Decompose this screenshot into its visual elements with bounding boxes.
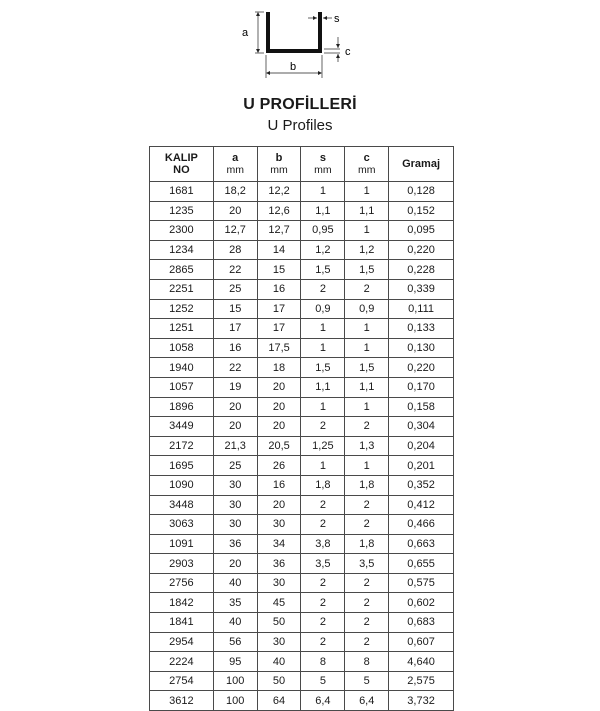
cell-c: 1,2 <box>345 240 389 260</box>
cell-a: 30 <box>213 515 257 535</box>
cell-c: 1,1 <box>345 201 389 221</box>
cell-a: 20 <box>213 417 257 437</box>
dimension-a-label: a <box>242 27 249 39</box>
table-row <box>150 573 454 593</box>
cell-gramaj: 0,352 <box>389 475 454 495</box>
cell-kalip-no: 3063 <box>150 515 214 535</box>
page-title: U PROFİLLERİ <box>243 96 357 113</box>
table-row <box>150 260 454 280</box>
cell-c: 1 <box>345 221 389 241</box>
table-row <box>150 299 454 319</box>
header-b-unit: mm <box>270 164 288 176</box>
cell-s: 1,5 <box>301 358 345 378</box>
header-b <box>257 147 301 182</box>
cell-c: 1,8 <box>345 534 389 554</box>
cell-b: 15 <box>257 260 301 280</box>
cell-b: 50 <box>257 613 301 633</box>
cell-b: 34 <box>257 534 301 554</box>
cell-s: 2 <box>301 593 345 613</box>
cell-s: 2 <box>301 573 345 593</box>
header-gramaj-label: Gramaj <box>402 158 441 170</box>
cell-kalip-no: 1841 <box>150 613 214 633</box>
cell-s: 1,1 <box>301 377 345 397</box>
cell-gramaj: 0,602 <box>389 593 454 613</box>
dimension-c <box>324 37 340 62</box>
cell-a: 25 <box>213 279 257 299</box>
cell-gramaj: 0,575 <box>389 573 454 593</box>
cell-kalip-no: 1234 <box>150 240 214 260</box>
cell-c: 1 <box>345 182 389 202</box>
cell-kalip-no: 3612 <box>150 691 214 711</box>
cell-gramaj: 0,152 <box>389 201 454 221</box>
cell-s: 3,8 <box>301 534 345 554</box>
cell-gramaj: 4,640 <box>389 652 454 672</box>
header-kalip-label: KALIP <box>164 152 198 164</box>
table-row <box>150 417 454 437</box>
cell-b: 30 <box>257 632 301 652</box>
table-row <box>150 377 454 397</box>
cell-b: 14 <box>257 240 301 260</box>
cell-b: 20,5 <box>257 436 301 456</box>
cell-c: 1,1 <box>345 377 389 397</box>
cell-b: 12,2 <box>257 182 301 202</box>
cell-b: 18 <box>257 358 301 378</box>
dimension-b-label: b <box>290 61 297 73</box>
header-a <box>213 147 257 182</box>
u-profiles-table <box>149 146 454 711</box>
cell-s: 1,5 <box>301 260 345 280</box>
cell-c: 6,4 <box>345 691 389 711</box>
table-header-row <box>150 147 454 182</box>
header-gramaj <box>389 147 454 182</box>
cell-s: 1 <box>301 338 345 358</box>
header-a-label: a <box>232 152 239 164</box>
cell-b: 20 <box>257 495 301 515</box>
cell-s: 1 <box>301 319 345 339</box>
header-b-label: b <box>275 152 283 164</box>
cell-kalip-no: 1235 <box>150 201 214 221</box>
cell-a: 22 <box>213 260 257 280</box>
cell-a: 20 <box>213 397 257 417</box>
cell-gramaj: 0,466 <box>389 515 454 535</box>
cell-a: 15 <box>213 299 257 319</box>
cell-b: 20 <box>257 417 301 437</box>
table-row <box>150 397 454 417</box>
cell-c: 2 <box>345 573 389 593</box>
cell-kalip-no: 2300 <box>150 221 214 241</box>
cell-gramaj: 0,412 <box>389 495 454 515</box>
cell-b: 20 <box>257 377 301 397</box>
cell-c: 2 <box>345 515 389 535</box>
header-no-label: NO <box>173 164 190 176</box>
cell-a: 21,3 <box>213 436 257 456</box>
cell-s: 1 <box>301 182 345 202</box>
cell-kalip-no: 3449 <box>150 417 214 437</box>
cell-a: 19 <box>213 377 257 397</box>
cell-c: 5 <box>345 671 389 691</box>
cell-c: 2 <box>345 417 389 437</box>
cell-a: 18,2 <box>213 182 257 202</box>
cell-kalip-no: 1251 <box>150 319 214 339</box>
cell-c: 2 <box>345 279 389 299</box>
cell-b: 26 <box>257 456 301 476</box>
table-row <box>150 456 454 476</box>
cell-gramaj: 0,201 <box>389 456 454 476</box>
cell-s: 2 <box>301 613 345 633</box>
header-c-label: c <box>363 152 370 164</box>
cell-s: 2 <box>301 632 345 652</box>
table-row <box>150 436 454 456</box>
cell-kalip-no: 1695 <box>150 456 214 476</box>
cell-s: 0,95 <box>301 221 345 241</box>
cell-kalip-no: 1057 <box>150 377 214 397</box>
cell-kalip-no: 3448 <box>150 495 214 515</box>
cell-a: 36 <box>213 534 257 554</box>
dimension-s-label: s <box>334 13 340 25</box>
cell-b: 20 <box>257 397 301 417</box>
cell-c: 2 <box>345 632 389 652</box>
table-row <box>150 671 454 691</box>
header-c-unit: mm <box>357 164 376 176</box>
dimension-c-label: c <box>345 46 351 58</box>
header-s-label: s <box>319 152 326 164</box>
table-body <box>150 182 454 711</box>
cell-s: 2 <box>301 495 345 515</box>
cell-gramaj: 0,220 <box>389 240 454 260</box>
cell-kalip-no: 2224 <box>150 652 214 672</box>
cell-a: 28 <box>213 240 257 260</box>
cell-s: 1,1 <box>301 201 345 221</box>
page-subtitle: U Profiles <box>267 117 333 134</box>
cell-kalip-no: 2754 <box>150 671 214 691</box>
table-row <box>150 691 454 711</box>
table-row <box>150 319 454 339</box>
cell-b: 16 <box>257 475 301 495</box>
cell-a: 16 <box>213 338 257 358</box>
cell-gramaj: 3,732 <box>389 691 454 711</box>
cell-kalip-no: 1681 <box>150 182 214 202</box>
cell-s: 3,5 <box>301 554 345 574</box>
cell-c: 1,5 <box>345 260 389 280</box>
cell-a: 17 <box>213 319 257 339</box>
table-row <box>150 632 454 652</box>
cell-c: 2 <box>345 593 389 613</box>
cell-gramaj: 0,607 <box>389 632 454 652</box>
table-row <box>150 534 454 554</box>
cell-s: 1,25 <box>301 436 345 456</box>
table-row <box>150 613 454 633</box>
cell-a: 40 <box>213 573 257 593</box>
table-row <box>150 338 454 358</box>
cell-b: 16 <box>257 279 301 299</box>
cell-kalip-no: 2865 <box>150 260 214 280</box>
cell-c: 1,5 <box>345 358 389 378</box>
table-row <box>150 475 454 495</box>
cell-gramaj: 0,158 <box>389 397 454 417</box>
cell-kalip-no: 1940 <box>150 358 214 378</box>
cell-a: 100 <box>213 671 257 691</box>
cell-kalip-no: 1896 <box>150 397 214 417</box>
cell-b: 40 <box>257 652 301 672</box>
cell-s: 5 <box>301 671 345 691</box>
cell-kalip-no: 2172 <box>150 436 214 456</box>
cell-b: 17,5 <box>257 338 301 358</box>
cell-s: 2 <box>301 515 345 535</box>
cell-kalip-no: 1252 <box>150 299 214 319</box>
cell-b: 64 <box>257 691 301 711</box>
cell-gramaj: 0,133 <box>389 319 454 339</box>
cell-a: 22 <box>213 358 257 378</box>
table-row <box>150 652 454 672</box>
cell-b: 17 <box>257 319 301 339</box>
table-row <box>150 593 454 613</box>
header-s-unit: mm <box>314 164 332 176</box>
cell-b: 30 <box>257 573 301 593</box>
cell-gramaj: 0,339 <box>389 279 454 299</box>
table-row <box>150 201 454 221</box>
table-row <box>150 240 454 260</box>
cell-kalip-no: 1090 <box>150 475 214 495</box>
cell-c: 0,9 <box>345 299 389 319</box>
cell-a: 25 <box>213 456 257 476</box>
cell-kalip-no: 2903 <box>150 554 214 574</box>
cell-b: 36 <box>257 554 301 574</box>
table-row <box>150 554 454 574</box>
cell-c: 1 <box>345 456 389 476</box>
cell-s: 1 <box>301 397 345 417</box>
cell-gramaj: 0,170 <box>389 377 454 397</box>
cell-kalip-no: 1842 <box>150 593 214 613</box>
cell-a: 30 <box>213 475 257 495</box>
cell-c: 1 <box>345 319 389 339</box>
header-a-unit: mm <box>226 164 244 176</box>
cell-b: 12,7 <box>257 221 301 241</box>
cell-b: 30 <box>257 515 301 535</box>
cell-gramaj: 0,304 <box>389 417 454 437</box>
cell-gramaj: 0,204 <box>389 436 454 456</box>
cell-gramaj: 0,683 <box>389 613 454 633</box>
cell-kalip-no: 2954 <box>150 632 214 652</box>
cell-b: 45 <box>257 593 301 613</box>
cell-s: 0,9 <box>301 299 345 319</box>
cell-s: 6,4 <box>301 691 345 711</box>
cell-kalip-no: 2251 <box>150 279 214 299</box>
header-kalip-no <box>150 147 214 182</box>
cell-a: 30 <box>213 495 257 515</box>
cell-a: 95 <box>213 652 257 672</box>
cell-c: 1,8 <box>345 475 389 495</box>
cell-s: 2 <box>301 417 345 437</box>
cell-a: 100 <box>213 691 257 711</box>
header-c <box>345 147 389 182</box>
cell-a: 20 <box>213 201 257 221</box>
cell-c: 8 <box>345 652 389 672</box>
cell-s: 1,2 <box>301 240 345 260</box>
table-row <box>150 358 454 378</box>
u-profile-diagram <box>228 4 368 80</box>
cell-kalip-no: 1091 <box>150 534 214 554</box>
cell-a: 40 <box>213 613 257 633</box>
cell-gramaj: 0,655 <box>389 554 454 574</box>
cell-s: 8 <box>301 652 345 672</box>
cell-kalip-no: 2756 <box>150 573 214 593</box>
cell-kalip-no: 1058 <box>150 338 214 358</box>
header-s <box>301 147 345 182</box>
cell-a: 56 <box>213 632 257 652</box>
cell-gramaj: 0,128 <box>389 182 454 202</box>
cell-gramaj: 0,220 <box>389 358 454 378</box>
cell-gramaj: 0,095 <box>389 221 454 241</box>
cell-a: 20 <box>213 554 257 574</box>
cell-s: 1 <box>301 456 345 476</box>
cell-gramaj: 2,575 <box>389 671 454 691</box>
cell-c: 1 <box>345 397 389 417</box>
cell-s: 1,8 <box>301 475 345 495</box>
cell-s: 2 <box>301 279 345 299</box>
table-row <box>150 182 454 202</box>
table-row <box>150 495 454 515</box>
cell-c: 1 <box>345 338 389 358</box>
dimension-a <box>255 12 264 53</box>
cell-c: 2 <box>345 613 389 633</box>
table-row <box>150 279 454 299</box>
table-row <box>150 515 454 535</box>
cell-b: 50 <box>257 671 301 691</box>
cell-gramaj: 0,228 <box>389 260 454 280</box>
table-row <box>150 221 454 241</box>
cell-gramaj: 0,130 <box>389 338 454 358</box>
cell-c: 1,3 <box>345 436 389 456</box>
cell-c: 2 <box>345 495 389 515</box>
cell-b: 17 <box>257 299 301 319</box>
cell-a: 12,7 <box>213 221 257 241</box>
cell-b: 12,6 <box>257 201 301 221</box>
cell-gramaj: 0,663 <box>389 534 454 554</box>
cell-c: 3,5 <box>345 554 389 574</box>
cell-gramaj: 0,111 <box>389 299 454 319</box>
cell-a: 35 <box>213 593 257 613</box>
